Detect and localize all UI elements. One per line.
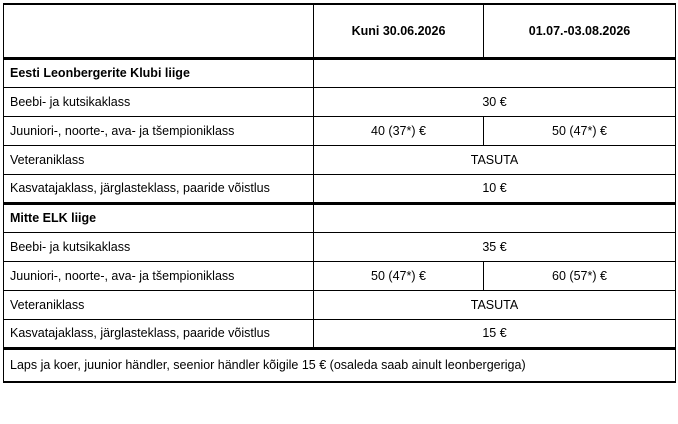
row-fee: 15 € <box>314 319 676 348</box>
row-label: Juuniori-, noorte-, ava- ja tšempioniklass <box>4 261 314 290</box>
footer-note: Laps ja koer, juunior händler, seenior händler kõigile 15 € (osaleda saab ainult leonbergeriga) <box>4 348 676 382</box>
table-row <box>4 174 676 203</box>
table-row <box>4 116 676 145</box>
members-section-title: Eesti Leonbergerite Klubi liige <box>4 58 314 87</box>
row-fee-late: 60 (57*) € <box>484 261 676 290</box>
row-label: Veteraniklass <box>4 290 314 319</box>
row-label: Kasvatajaklass, järglasteklass, paaride võistlus <box>4 174 314 203</box>
row-label: Kasvatajaklass, järglasteklass, paaride võistlus <box>4 319 314 348</box>
row-label: Beebi- ja kutsikaklass <box>4 232 314 261</box>
header-deadline-2: 01.07.-03.08.2026 <box>484 4 676 58</box>
entry-fee-table <box>3 3 676 383</box>
table-row <box>4 290 676 319</box>
header-deadline-1: Kuni 30.06.2026 <box>314 4 484 58</box>
footer-row <box>4 348 676 382</box>
nonmembers-section-title: Mitte ELK liige <box>4 203 314 232</box>
row-fee: 10 € <box>314 174 676 203</box>
nonmembers-section-empty <box>314 203 676 232</box>
row-fee-early: 40 (37*) € <box>314 116 484 145</box>
table-row <box>4 87 676 116</box>
row-label: Beebi- ja kutsikaklass <box>4 87 314 116</box>
fee-table-container <box>3 3 675 383</box>
table-row <box>4 319 676 348</box>
row-fee-late: 50 (47*) € <box>484 116 676 145</box>
table-row <box>4 261 676 290</box>
table-row <box>4 232 676 261</box>
members-section-row <box>4 58 676 87</box>
table-row <box>4 145 676 174</box>
row-label: Juuniori-, noorte-, ava- ja tšempioniklass <box>4 116 314 145</box>
header-row <box>4 4 676 58</box>
row-fee: 30 € <box>314 87 676 116</box>
row-fee: 35 € <box>314 232 676 261</box>
members-section-empty <box>314 58 676 87</box>
row-fee: TASUTA <box>314 290 676 319</box>
header-empty-cell <box>4 4 314 58</box>
nonmembers-section-row <box>4 203 676 232</box>
row-fee: TASUTA <box>314 145 676 174</box>
row-label: Veteraniklass <box>4 145 314 174</box>
row-fee-early: 50 (47*) € <box>314 261 484 290</box>
